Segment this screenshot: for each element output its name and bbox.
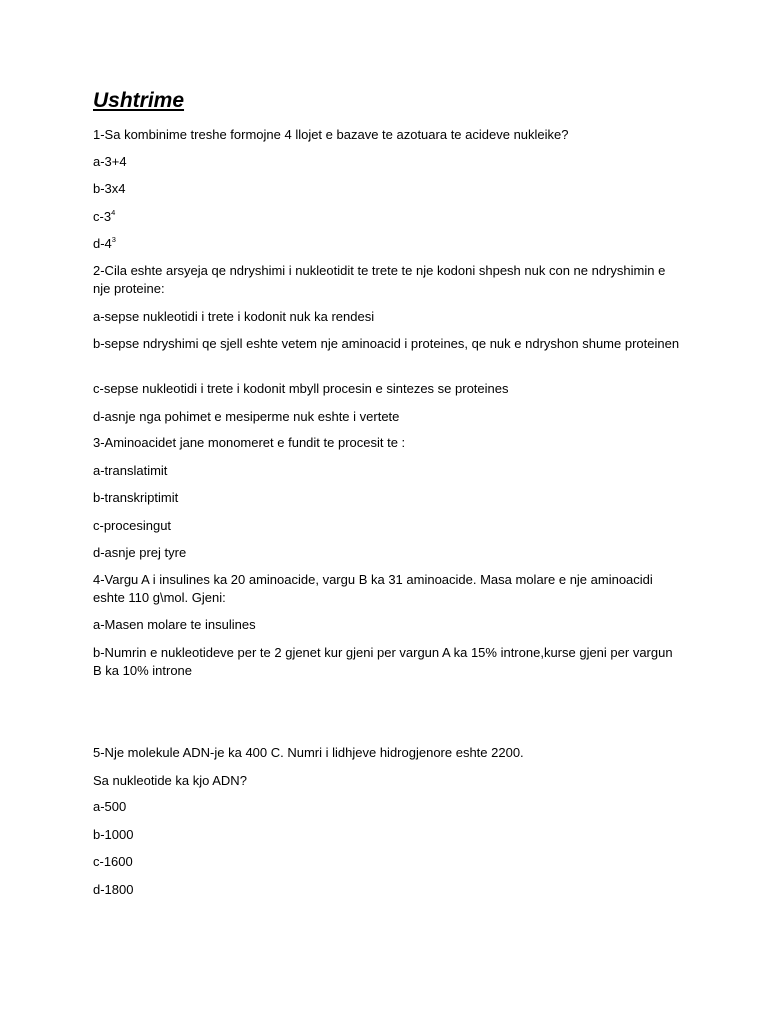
question-3-option-c: c-procesingut — [93, 518, 172, 533]
question-2-option-c: c-sepse nukleotidi i trete i kodonit mbyll procesin e sintezes se proteines — [93, 381, 509, 396]
option-d-exponent: 3 — [111, 235, 116, 244]
question-2-option-d: d-asnje nga pohimet e mesiperme nuk eshte i vertete — [93, 409, 400, 424]
option-d-base: d-4 — [93, 236, 112, 251]
question-2: 2-Cila eshte arsyeja qe ndryshimi i nukleotidit te trete te nje kodoni shpesh nuk con ne ndryshimin e nje proteine: — [93, 263, 666, 296]
question-3-option-d: d-asnje prej tyre — [93, 545, 187, 560]
question-4-part-a: a-Masen molare te insulines — [93, 617, 256, 632]
question-5-option-c: c-1600 — [93, 854, 133, 869]
question-5: 5-Nje molekule ADN-je ka 400 C. Numri i lidhjeve hidrogjenore eshte 2200. — [93, 745, 524, 760]
question-2-option-a: a-sepse nukleotidi i trete i kodonit nuk ka rendesi — [93, 309, 375, 324]
question-3: 3-Aminoacidet jane monomeret e fundit te procesit te : — [93, 435, 406, 450]
question-1: 1-Sa kombinime treshe formojne 4 llojet e bazave te azotuara te acideve nukleike? — [93, 127, 569, 142]
question-1-option-c — [93, 208, 683, 226]
question-3-option-a: a-translatimit — [93, 463, 168, 478]
question-5-option-b: b-1000 — [93, 827, 134, 842]
question-4: 4-Vargu A i insulines ka 20 aminoacide, vargu B ka 31 aminoacide. Masa molare e nje aminoacidi eshte 110 g\mol. Gjeni: — [93, 572, 653, 605]
question-1-option-a: a-3+4 — [93, 154, 127, 169]
question-5-prompt: Sa nukleotide ka kjo ADN? — [93, 773, 247, 788]
question-5-option-a: a-500 — [93, 799, 127, 814]
option-c-exponent: 4 — [111, 208, 116, 217]
document-title: Ushtrime — [93, 89, 185, 112]
question-4-part-b: b-Numrin e nukleotideve per te 2 gjenet kur gjeni per vargun A ka 15% introne,kurse gjeni per vargun B ka 10% introne — [93, 645, 673, 678]
option-c-base: c-3 — [93, 209, 112, 224]
question-2-option-b: b-sepse ndryshimi qe sjell eshte vetem nje aminoacid i proteines, qe nuk e ndryshon shume proteinen — [93, 336, 680, 351]
question-1-option-d — [93, 235, 683, 253]
question-3-option-b: b-transkriptimit — [93, 490, 179, 505]
question-1-option-b: b-3x4 — [93, 181, 126, 196]
question-5-option-d: d-1800 — [93, 882, 134, 897]
